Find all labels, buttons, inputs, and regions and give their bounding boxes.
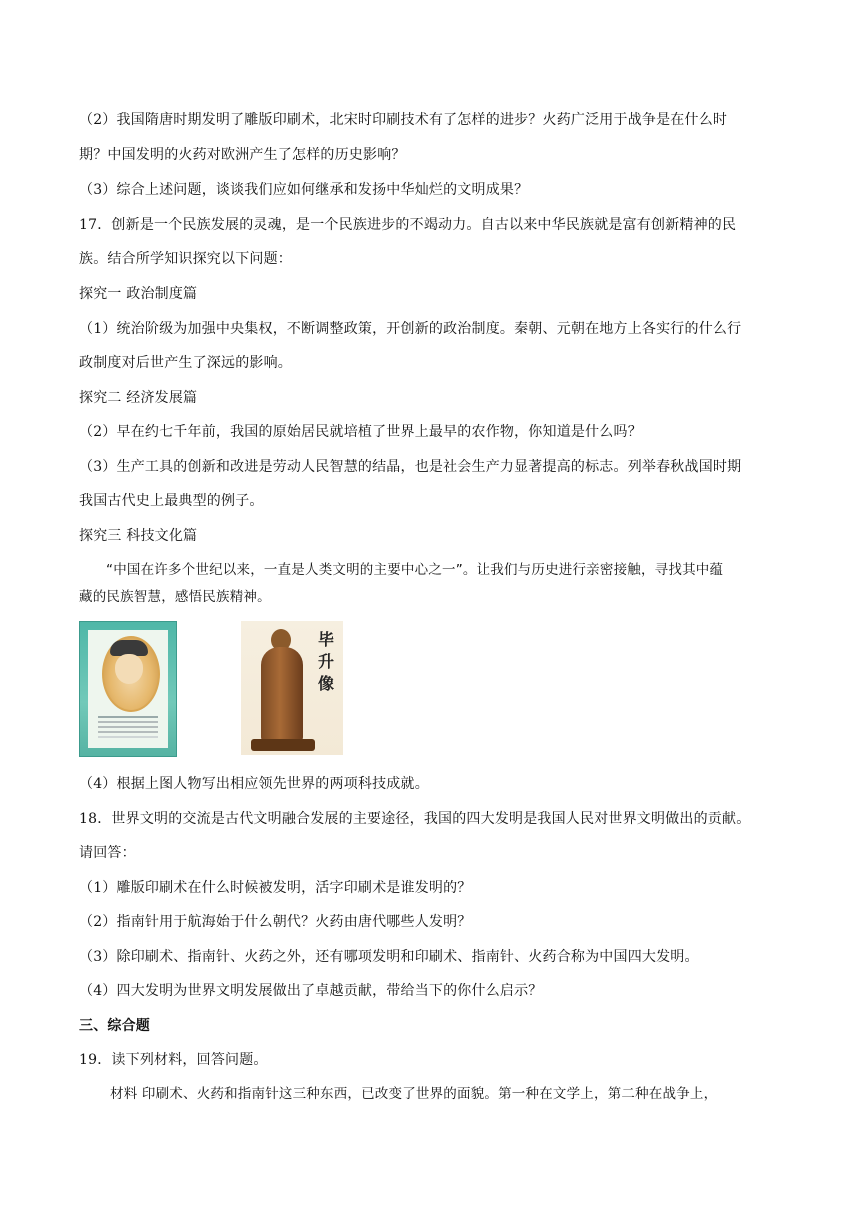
portrait-face — [115, 654, 143, 684]
question-18-2: （2）指南针用于航海始于什么朝代？火药由唐代哪些人发明？ — [79, 914, 472, 930]
question-18-3: （3）除印刷术、指南针、火药之外，还有哪项发明和印刷术、指南针、火药合称为中国四大发明。 — [79, 949, 699, 965]
question-16-3: （3）综合上述问题，谈谈我们应如何继承和发扬中华灿烂的文明成果？ — [79, 182, 529, 198]
quote-line1: “中国在许多个世纪以来，一直是人类文明的主要中心之一”。让我们与历史进行亲密接触，寻找其中蕴 — [106, 562, 724, 578]
question-17-1-line2: 政制度对后世产生了深远的影响。 — [79, 355, 292, 371]
portrait-card-inner — [88, 630, 168, 748]
question-18-1: （1）雕版印刷术在什么时候被发明，活字印刷术是谁发明的？ — [79, 880, 472, 896]
question-16-2-line2: 期？中国发明的火药对欧洲产生了怎样的历史影响？ — [79, 147, 406, 163]
question-16-2-line1: （2）我国隋唐时期发明了雕版印刷术，北宋时印刷技术有了怎样的进步？火药广泛用于战争是在什么时 — [79, 112, 728, 128]
question-17-2: （2）早在约七千年前，我国的原始居民就培植了世界上最早的农作物，你知道是什么吗？ — [79, 424, 642, 440]
question-17-4: （4）根据上图人物写出相应领先世界的两项科技成就。 — [79, 776, 429, 792]
quote-line2: 藏的民族智慧，感悟民族精神。 — [79, 589, 271, 605]
question-17-3-line2: 我国古代史上最典型的例子。 — [79, 493, 264, 509]
material-text: 材料 印刷术、火药和指南针这三种东西，已改变了世界的面貌。第一种在文学上，第二种在战争上， — [110, 1086, 718, 1102]
statue-image — [241, 621, 343, 755]
question-18-4: （4）四大发明为世界文明发展做出了卓越贡献，带给当下的你什么启示？ — [79, 983, 543, 999]
statue-caption-char: 像 — [317, 674, 334, 693]
question-18-stem-line1: 18．世界文明的交流是古代文明融合发展的主要途径，我国的四大发明是我国人民对世界文明做出的贡献。 — [79, 811, 751, 827]
question-17-stem-line2: 族。结合所学知识探究以下问题： — [79, 251, 292, 267]
question-17-stem-line1: 17．创新是一个民族发展的灵魂，是一个民族进步的不竭动力。自古以来中华民族就是富有创新精神的民 — [79, 217, 737, 233]
section-heading-comprehensive: 三、综合题 — [79, 1018, 150, 1034]
statue-base — [251, 739, 315, 751]
statue-caption — [315, 629, 337, 695]
section-heading-technology: 探究三 科技文化篇 — [79, 528, 198, 544]
statue-body — [261, 647, 303, 743]
section-heading-economy: 探究二 经济发展篇 — [79, 390, 198, 406]
statue-caption-char: 升 — [317, 652, 334, 671]
section-heading-politics: 探究一 政治制度篇 — [79, 286, 198, 302]
statue-caption-char: 毕 — [317, 630, 334, 649]
question-17-1-line1: （1）统治阶级为加强中央集权，不断调整政策，开创新的政治制度。秦朝、元朝在地方上各实行的什么行 — [79, 321, 742, 337]
portrait-caption-lines — [98, 716, 158, 718]
question-19-stem: 19．读下列材料，回答问题。 — [79, 1052, 268, 1068]
question-18-stem-line2: 请回答： — [79, 845, 136, 861]
question-17-3-line1: （3）生产工具的创新和改进是劳动人民智慧的结晶，也是社会生产力显著提高的标志。列举春秋战国时期 — [79, 459, 742, 475]
portrait-card-image — [79, 621, 177, 757]
